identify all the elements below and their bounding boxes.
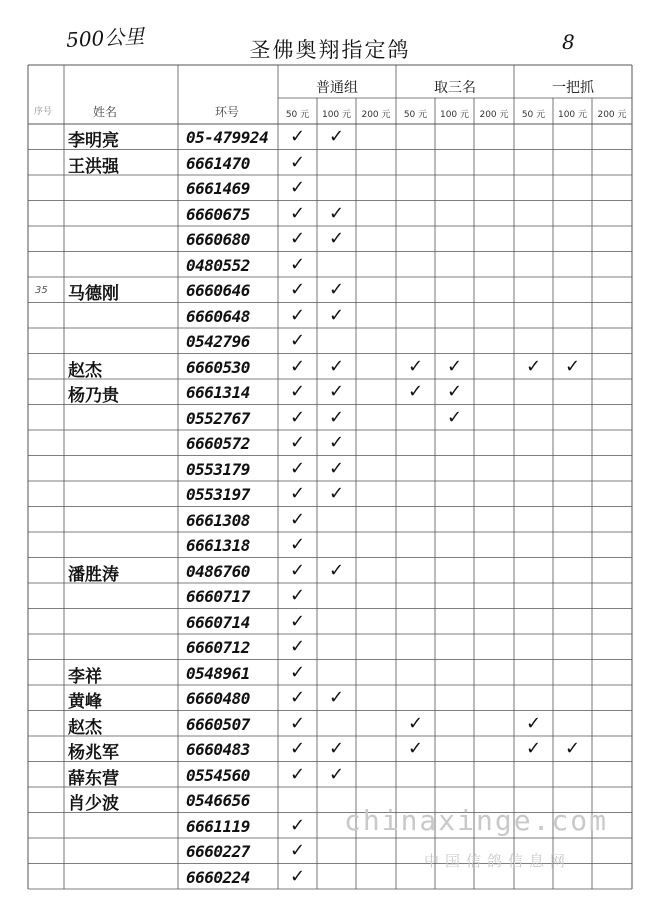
amount-100: 100 元 [439,110,470,120]
check-mark-icon: ✓ [447,355,463,377]
check-mark-icon: ✓ [290,432,306,453]
check-mark-icon: ✓ [526,712,542,734]
group-header-grab-all: 一把抓 [552,80,594,96]
col-header-ring: 环号 [214,105,239,119]
check-mark-icon: ✓ [290,865,306,887]
check-mark-icon: ✓ [290,304,306,326]
ring-number: 6661308 [186,510,250,530]
owner-name: 李祥 [68,666,102,687]
check-mark-icon: ✓ [290,381,306,402]
check-mark-icon: ✓ [329,381,345,402]
check-mark-icon: ✓ [290,661,306,683]
check-mark-icon: ✓ [290,355,306,377]
owner-name: 赵杰 [68,360,102,381]
ring-number: 6660680 [186,230,250,249]
check-mark-icon: ✓ [329,559,345,581]
check-mark-icon: ✓ [290,712,306,734]
ring-number: 0554560 [186,765,250,785]
amount-50: 50 元 [521,110,546,120]
check-mark-icon: ✓ [290,687,306,708]
distance-note: 500公里 [65,23,145,53]
ring-number: 6661318 [186,536,250,555]
check-mark-icon: ✓ [565,355,581,377]
ring-number: 6660675 [186,204,250,224]
check-mark-icon: ✓ [329,763,345,785]
amount-50: 50 元 [403,110,428,120]
check-mark-icon: ✓ [290,228,306,249]
ring-number: 6660483 [186,740,250,759]
ring-number: 0542796 [186,332,250,351]
group-header-top-three: 取三名 [434,80,476,96]
check-mark-icon: ✓ [290,763,306,785]
ring-number: 6660572 [186,434,250,453]
ring-number: 0548961 [186,663,250,683]
check-mark-icon: ✓ [290,508,306,530]
ring-number: 6661470 [186,153,250,173]
ring-number: 6660224 [186,867,250,887]
check-mark-icon: ✓ [447,381,463,402]
ring-number: 6660648 [186,306,250,326]
ring-number: 0552767 [186,408,250,428]
owner-name: 李明亮 [68,131,119,151]
owner-name: 王洪强 [68,156,119,177]
check-mark-icon: ✓ [329,483,345,504]
ring-number: 6661119 [186,816,250,836]
check-mark-icon: ✓ [290,559,306,581]
ring-number: 6660480 [186,689,250,708]
owner-name: 杨乃贵 [68,386,119,406]
check-mark-icon: ✓ [526,355,542,377]
ring-number: 6660714 [186,612,250,632]
check-mark-icon: ✓ [565,738,581,759]
ring-number: 6660717 [186,587,250,606]
owner-name: 黄峰 [68,692,102,712]
owner-name: 马德刚 [68,284,119,304]
page-title: 圣佛奥翔指定鸽 [249,38,411,62]
check-mark-icon: ✓ [329,279,345,300]
ring-number: 6661469 [186,179,250,198]
ring-number: 6660530 [186,357,250,377]
row-number: 35 [35,285,48,296]
ring-number: 0486760 [186,561,250,581]
check-mark-icon: ✓ [290,840,306,861]
check-mark-icon: ✓ [329,432,345,453]
ring-number: 6661314 [186,383,250,402]
check-mark-icon: ✓ [526,738,542,759]
ring-number: 6660507 [186,714,250,734]
check-mark-icon: ✓ [329,355,345,377]
check-mark-icon: ✓ [290,738,306,759]
check-mark-icon: ✓ [447,406,463,428]
check-mark-icon: ✓ [290,202,306,224]
ring-number: 0553197 [186,485,250,504]
check-mark-icon: ✓ [329,457,345,479]
col-header-index: 序号 [34,107,53,117]
watermark-domain: chinaxinge.com [344,804,609,837]
check-mark-icon: ✓ [329,738,345,759]
ring-number: 0480552 [186,255,250,275]
ring-number: 6660227 [186,842,250,861]
check-mark-icon: ✓ [290,177,306,198]
owner-name: 肖少波 [68,794,119,814]
amount-200: 200 元 [479,110,509,120]
check-mark-icon: ✓ [290,636,306,657]
check-mark-icon: ✓ [408,381,424,402]
ring-number: 6660646 [186,281,250,300]
ring-number: 05-479924 [186,128,269,147]
owner-name: 杨兆军 [68,743,119,763]
check-mark-icon: ✓ [408,712,424,734]
col-header-name: 姓名 [92,105,117,119]
check-mark-icon: ✓ [329,304,345,326]
ring-number: 0546656 [186,791,250,810]
owner-name: 赵杰 [68,717,102,738]
check-mark-icon: ✓ [290,406,306,428]
check-mark-icon: ✓ [408,738,424,759]
check-mark-icon: ✓ [290,585,306,606]
group-header-regular: 普通组 [316,80,358,96]
amount-200: 200 元 [597,110,627,120]
check-mark-icon: ✓ [329,228,345,249]
owner-name: 薛东营 [68,768,119,789]
check-mark-icon: ✓ [290,279,306,300]
amount-50: 50 元 [285,110,310,120]
check-mark-icon: ✓ [329,687,345,708]
check-mark-icon: ✓ [290,126,306,147]
check-mark-icon: ✓ [329,406,345,428]
check-mark-icon: ✓ [290,151,306,173]
check-mark-icon: ✓ [290,534,306,555]
amount-100: 100 元 [321,110,352,120]
check-mark-icon: ✓ [290,457,306,479]
watermark-site-name: 中国信鸽信息网 [424,852,572,870]
check-mark-icon: ✓ [290,330,306,351]
check-mark-icon: ✓ [329,202,345,224]
amount-100: 100 元 [557,110,588,120]
check-mark-icon: ✓ [408,355,424,377]
page-number: 8 [562,30,575,54]
check-mark-icon: ✓ [290,610,306,632]
check-mark-icon: ✓ [290,814,306,836]
check-mark-icon: ✓ [329,126,345,147]
amount-200: 200 元 [361,110,391,120]
ring-number: 6660712 [186,638,250,657]
check-mark-icon: ✓ [290,483,306,504]
check-mark-icon: ✓ [290,253,306,275]
ring-number: 0553179 [186,459,250,479]
owner-name: 潘胜涛 [68,564,119,585]
